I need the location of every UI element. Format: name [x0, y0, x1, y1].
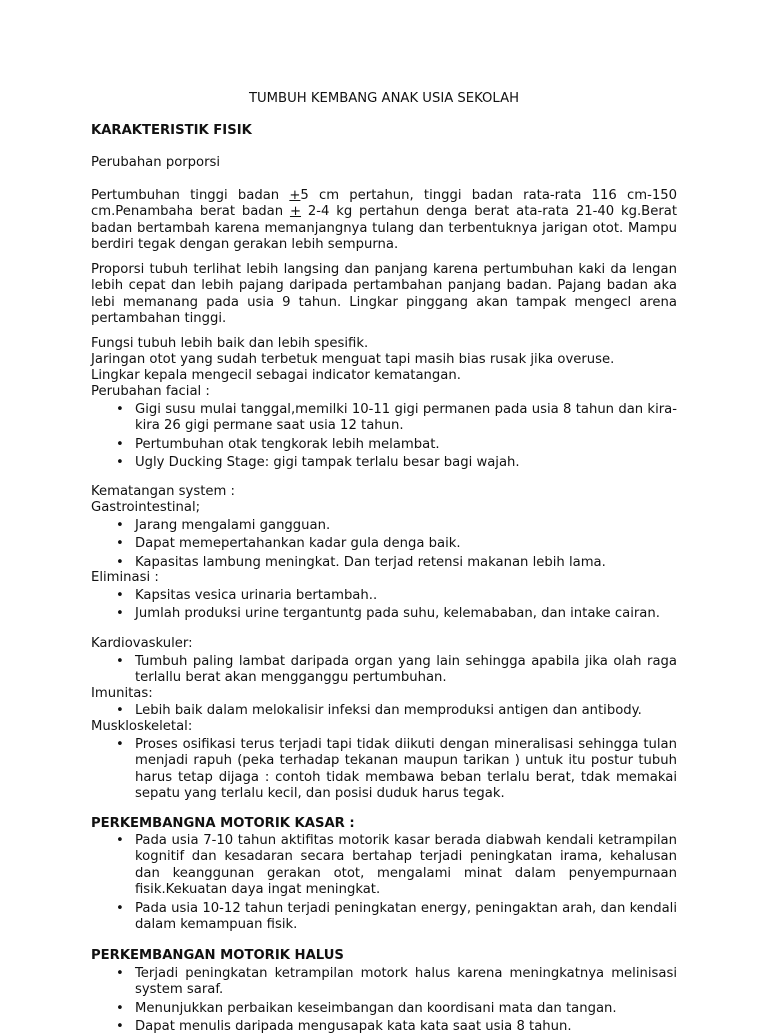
list-item-text: Jarang mengalami gangguan.: [135, 518, 331, 533]
list-item: [91, 555, 677, 571]
bullet-icon: •: [116, 518, 124, 533]
list-item-text: Pada usia 10-12 tahun terjadi peningkatan energy, peningaktan arah, dan kendali dalam kemampuan fisik.: [135, 900, 677, 933]
section-heading-fisik: KARAKTERISTIK FISIK: [91, 123, 252, 138]
list-item-text: Terjadi peningkatan ketrampilan motork halus karena meningkatnya melinisasi system saraf.: [135, 966, 677, 998]
list-item-text: Kapsitas vesica urinaria bertambah..: [135, 588, 378, 603]
bullet-icon: •: [116, 536, 124, 552]
list-item: [91, 437, 677, 453]
paragraph-text: 2-4 kg pertahun denga berat ata-rata 21-40 kg.Berat badan bertambah karena memanjangnya tulang dan terbentuknya jarigan otot. Mampu berdiri tegak dengan gerakan lebih sempurna.: [91, 204, 678, 253]
bullet-icon: •: [116, 588, 124, 603]
subheading-proporsi: Perubahan porporsi: [91, 155, 221, 170]
paragraph-text: Pertumbuhan tinggi badan: [91, 188, 290, 203]
list-item-text: Dapat menulis daripada mengusapak kata kata saat usia 8 tahun.: [135, 1019, 572, 1035]
plus-minus-symbol: +: [289, 204, 302, 220]
list-item: [91, 1001, 677, 1017]
list-item: [91, 703, 677, 719]
bullet-icon: •: [116, 833, 124, 848]
list-imunitas: [91, 703, 677, 719]
label-gastro: Gastrointestinal;: [91, 500, 201, 515]
line-fungsi: Fungsi tubuh lebih baik dan lebih spesifik.: [91, 336, 369, 351]
bullet-icon: •: [116, 737, 124, 752]
list-eliminasi: [91, 588, 677, 623]
paragraph-pertumbuhan: [91, 188, 677, 254]
list-facial: [91, 402, 677, 472]
bullet-icon: •: [116, 606, 124, 622]
label-imunitas: Imunitas:: [91, 686, 153, 701]
list-item: [91, 833, 677, 899]
section-heading-halus: PERKEMBANGAN MOTORIK HALUS: [91, 948, 344, 963]
plus-minus-symbol: +: [289, 188, 301, 203]
list-item: [91, 606, 677, 622]
document-title: TUMBUH KEMBANG ANAK USIA SEKOLAH: [248, 91, 520, 106]
paragraph-text: 5 cm pertahun, tinggi badan rata-rata 116 cm-150 cm.Penambaha berat badan: [91, 188, 677, 220]
bullet-icon: •: [116, 966, 124, 981]
bullet-icon: •: [116, 554, 124, 570]
bullet-icon: •: [116, 436, 124, 452]
bullet-icon: •: [116, 1019, 124, 1035]
list-item: [91, 536, 677, 552]
bullet-icon: •: [116, 703, 124, 718]
list-item-text: Kapasitas lambung meningkat. Dan terjad retensi makanan lebih lama.: [135, 554, 606, 570]
list-muskloskeletal: [91, 737, 677, 803]
list-gastro: [91, 518, 677, 571]
list-item-text: Pada usia 7-10 tahun aktifitas motorik kasar berada diabwah kendali ketrampilan kognitif dan kesadaran secara bertahap terjadi peningkatan irama, kehalusan dan keanggunan gerakan otot, mengalami minat dalam penyempurnaan fisik.Kekuatan daya ingat meningkat.: [135, 833, 677, 898]
label-eliminasi: Eliminasi :: [91, 570, 159, 585]
list-item: [91, 654, 677, 687]
list-item-text: Gigi susu mulai tanggal,memilki 10-11 gigi permanen pada usia 8 tahun dan kira-kira 26 gigi permane saat usia 12 tahun.: [135, 402, 677, 434]
label-muskloskeletal: Muskloskeletal:: [91, 719, 193, 734]
list-item: [91, 518, 677, 534]
label-kematangan: Kematangan system :: [91, 484, 235, 499]
bullet-icon: •: [116, 455, 124, 471]
label-facial: Perubahan facial :: [91, 384, 210, 399]
line-jaringan: Jaringan otot yang sudah terbetuk menguat tapi masih bias rusak jika overuse.: [91, 352, 615, 367]
bullet-icon: •: [116, 1000, 124, 1016]
list-item-text: Jumlah produksi urine tergantuntg pada suhu, kelemababan, dan intake cairan.: [135, 606, 660, 622]
paragraph-proporsi: Proporsi tubuh terlihat lebih langsing dan panjang karena pertumbuhan kaki da lengan lebih cepat dan lebih pajang daripada pertambahan panjang badan. Pajang badan aka lebi memanang pada usia 9 tahun. Lingkar pinggang akan tampak mengecl arena pertambahan tinggi.: [91, 262, 677, 327]
bullet-icon: •: [116, 900, 124, 916]
list-item-text: Tumbuh paling lambat daripada organ yang lain sehingga apabila jika olah raga terlallu berat akan mengganggu pertumbuhan.: [135, 654, 677, 686]
list-item-text: Ugly Ducking Stage: gigi tampak terlalu besar bagi wajah.: [135, 455, 520, 471]
list-item: [91, 455, 677, 471]
bullet-icon: •: [116, 402, 124, 417]
list-item-text: Dapat memepertahankan kadar gula denga baik.: [135, 536, 461, 552]
list-item: [91, 737, 677, 803]
bullet-icon: •: [116, 654, 124, 669]
list-item-text: Menunjukkan perbaikan keseimbangan dan koordisani mata dan tangan.: [135, 1000, 617, 1016]
list-item-text: Pertumbuhan otak tengkorak lebih melambat.: [135, 436, 440, 452]
list-kardio: [91, 654, 677, 687]
label-kardio: Kardiovaskuler:: [91, 636, 193, 651]
list-item: [91, 588, 677, 604]
list-item: [91, 966, 677, 999]
list-item-text: Lebih baik dalam melokalisir infeksi dan memproduksi antigen dan antibody.: [135, 703, 642, 718]
list-item-text: Proses osifikasi terus terjadi tapi tidak diikuti dengan mineralisasi sehingga tulan menjadi rapuh (peka terhadap tekanan maupun tarikan ) untuk itu postur tubuh harus tetap dijaga : contoh tidak membawa beban terlalu berat, tdak memakai sepatu yang terlalu kecil, dan posisi duduk harus tegak.: [135, 737, 677, 802]
section-heading-kasar: PERKEMBANGNA MOTORIK KASAR :: [91, 816, 355, 831]
list-item: [91, 901, 677, 934]
line-lingkar: Lingkar kepala mengecil sebagai indicator kematangan.: [91, 368, 461, 383]
list-halus: [91, 966, 677, 1036]
list-item: [91, 1019, 677, 1035]
list-kasar: [91, 833, 677, 933]
list-item: [91, 402, 677, 435]
